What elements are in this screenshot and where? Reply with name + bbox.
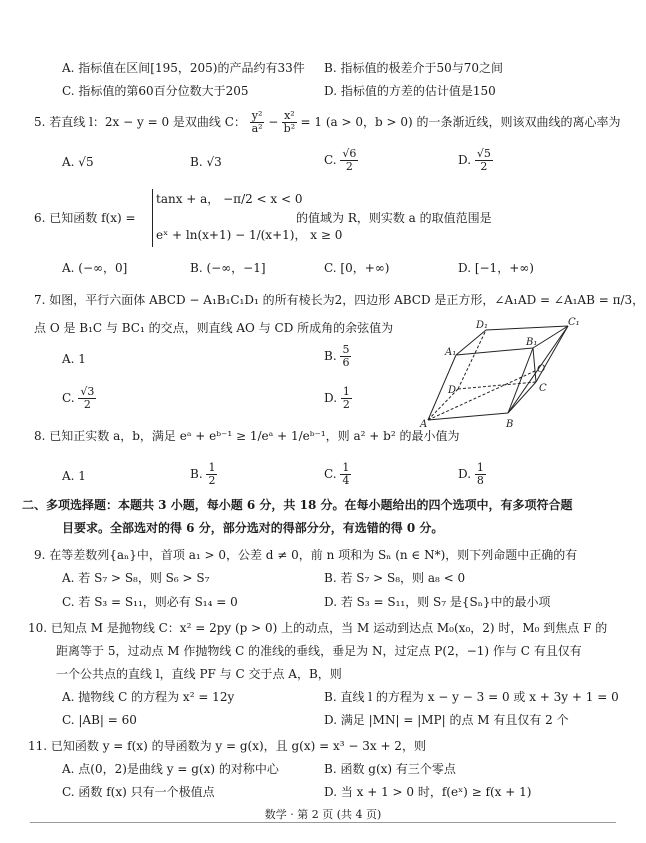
q9-option-a: A. 若 S₇ > S₈，则 S₆ > S₇ [62,571,210,585]
q5-fraction-x2-b2: $\frac{\text{x²}}{\text{b²}}$ [283,109,296,135]
page-footer: 数学 · 第 2 页 (共 4 页) [264,808,382,821]
q7-parallelepiped-figure [418,315,584,435]
section2-heading-line1: 二、多项选择题：本题共 3 小题，每小题 6 分，共 18 分。在每小题给出的四个选项中，有多项符合题 [22,498,573,512]
q6-option-a: A. (−∞，0] [62,261,128,275]
q8-option-b: B. $\frac{1}{2}$ [190,461,216,487]
q6-case-1: tanx + a， −π/2 < x < 0 [156,192,303,206]
q7-stem-line1: 7. 如图，平行六面体 ABCD − A₁B₁C₁D₁ 的所有棱长为2，四边形 ABCD 是正方形，∠A₁AD = ∠A₁AB = π/3， [34,293,645,307]
q10-stem-line2: 距离等于 5，过动点 M 作抛物线 C 的准线的垂线，垂足为 N，过定点 P(2，−1) 作与 C 有且仅有 [56,644,582,658]
q8-option-d: D. $\frac{1}{8}$ [458,461,484,487]
q5-minus: − [268,115,279,129]
q5-stem [34,108,621,136]
q6-case-2: eˣ + ln(x+1) − 1/(x+1)， x ≥ 0 [156,228,343,242]
q6-option-d: D. [−1，+∞) [458,261,534,275]
q7-option-b: B. $\frac{5}{6}$ [324,343,350,369]
q4-option-a: A. 指标值在区间[195，205)的产品约有33件 [62,61,305,75]
fig-label-b1: B₁ [526,337,538,348]
q6-piecewise-function [106,187,343,249]
q10-option-c: C. |AB| = 60 [62,713,137,727]
q4-option-c: C. 指标值的第60百分位数大于205 [62,84,249,98]
q9-option-b: B. 若 S₇ > S₈，则 a₈ < 0 [324,571,466,585]
q11-option-d: D. 当 x + 1 > 0 时，f(eˣ) ≥ f(x + 1) [324,785,532,799]
q5-fraction-y2-a2: $\frac{\text{y²}}{\text{a²}}$ [251,109,263,135]
q5-option-c: C. $\frac{√6}{2}$ [324,147,357,173]
q8-stem: 8. 已知正实数 a，b，满足 eᵃ + eᵇ⁻¹ ≥ 1/eᵃ + 1/eᵇ⁻¹，则 a² + b² 的最小值为 [34,429,460,443]
q8-option-c: C. $\frac{1}{4}$ [324,461,350,487]
q10-stem-line1: 10. 已知点 M 是抛物线 C：x² = 2py (p > 0) 上的动点，当 M 运动到达点 M₀(x₀，2) 时，M₀ 到焦点 F 的 [28,621,608,635]
q5-option-b: B. √3 [190,155,222,169]
q8-option-a: A. 1 [62,469,86,483]
q9-stem: 9. 在等差数列{aₙ}中，首项 a₁ > 0，公差 d ≠ 0，前 n 项和为 Sₙ (n ∈ N*)，则下列命题中正确的有 [34,548,578,562]
q7-stem-line2: 点 O 是 B₁C 与 BC₁ 的交点，则直线 AO 与 CD 所成角的余弦值为 [34,321,394,335]
q6-stem-tail: 的值域为 R，则实数 a 的取值范围是 [296,211,492,225]
q5-option-d: D. $\frac{√5}{2}$ [458,147,491,173]
q4-option-d: D. 指标值的方差的估计值是150 [324,84,496,98]
fig-label-o: O [537,364,546,375]
q4-option-b: B. 指标值的极差介于50与70之间 [324,61,503,75]
q7-option-a: A. 1 [62,352,86,366]
fig-label-b: B [506,419,514,430]
q6-stem: 6. 已知函数 f(x) = [34,211,136,225]
fig-label-a1: A₁ [445,347,457,358]
fig-label-d: D [448,385,457,396]
fig-label-c: C [539,383,547,394]
q5-stem-part2: = 1 (a > 0，b > 0) 的一条渐近线，则该双曲线的离心率为 [300,115,621,129]
q9-option-d: D. 若 S₃ = S₁₁，则 S₇ 是{Sₙ}中的最小项 [324,595,551,609]
q5-stem-part1: 5. 若直线 l：2x − y = 0 是双曲线 C： [34,115,246,129]
q7-option-c: C. $\frac{√3}{2}$ [62,385,95,411]
q10-stem-line3: 一个公共点的直线 l，直线 PF 与 C 交于点 A，B，则 [56,667,342,681]
q11-option-c: C. 函数 f(x) 只有一个极值点 [62,785,215,799]
footer-divider [30,822,616,823]
q9-option-c: C. 若 S₃ = S₁₁，则必有 S₁₄ = 0 [62,595,238,609]
fig-label-c1: C₁ [568,317,580,328]
fig-label-a: A [420,419,428,430]
q5-option-a: A. √5 [62,155,94,169]
q11-option-a: A. 点(0，2)是曲线 y = g(x) 的对称中心 [62,762,279,776]
q7-option-d: D. $\frac{1}{2}$ [324,385,350,411]
q10-option-b: B. 直线 l 的方程为 x − y − 3 = 0 或 x + 3y + 1 = 0 [324,690,619,704]
section2-heading-line2: 目要求。全部选对的得 6 分，部分选对的得部分分，有选错的得 0 分。 [62,521,444,535]
q10-option-d: D. 满足 |MN| = |MP| 的点 M 有且仅有 2 个 [324,713,569,727]
q6-option-c: C. [0，+∞) [324,261,390,275]
fig-label-d1: D₁ [476,320,489,331]
q6-option-b: B. (−∞，−1] [190,261,266,275]
q11-option-b: B. 函数 g(x) 有三个零点 [324,762,456,776]
q11-stem: 11. 已知函数 y = f(x) 的导函数为 y = g(x)，且 g(x) = x³ − 3x + 2，则 [28,739,426,753]
q10-option-a: A. 抛物线 C 的方程为 x² = 12y [62,690,235,704]
